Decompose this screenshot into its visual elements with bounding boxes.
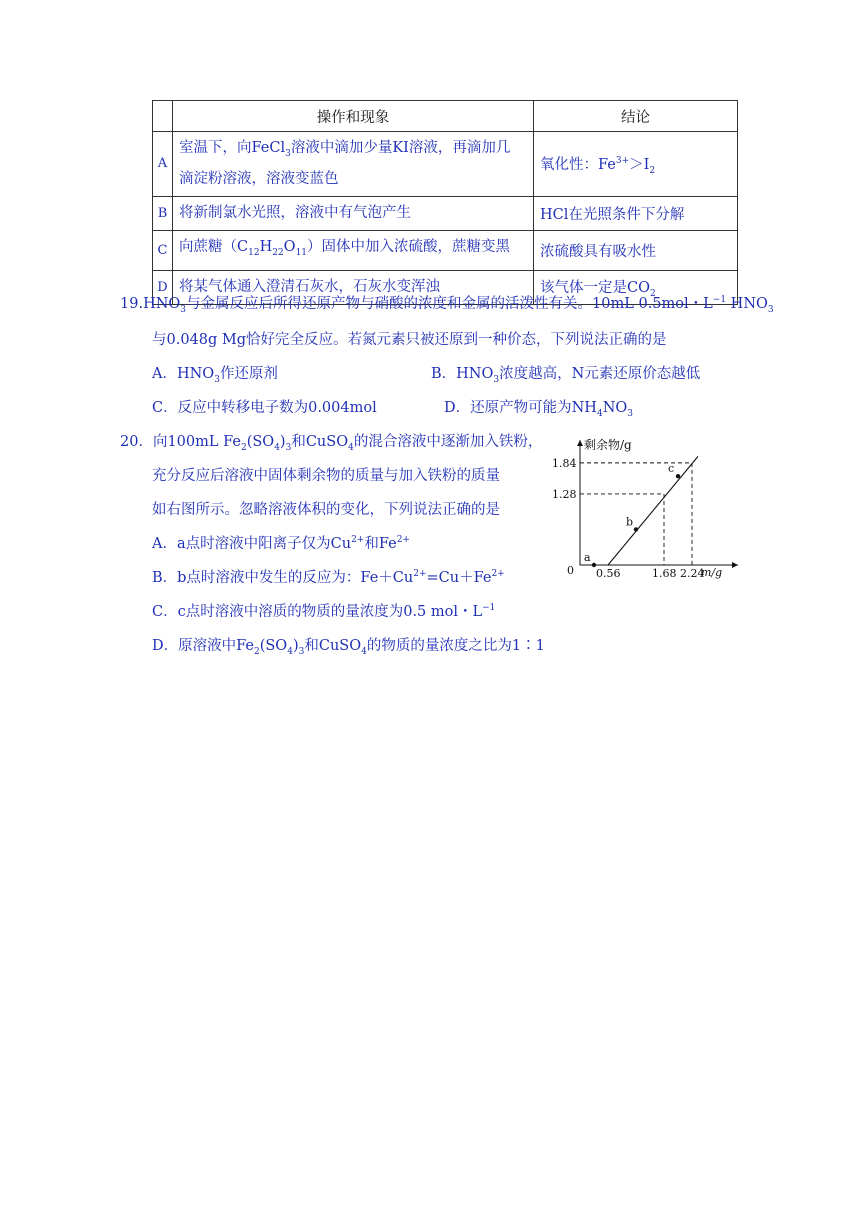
table-row (153, 230, 738, 270)
point-label-a: a (584, 551, 591, 564)
mass-graph (552, 432, 752, 582)
q20-line3: 如右图所示。忽略溶液体积的变化，下列说法正确的是 (152, 502, 500, 518)
q19-line1: $19.HNO_3$与金属反应后所得还原产物与硝酸的浓度和金属的活泼性有关。10mL 0.5mol・$L^{-1}$ $HNO_3$ (120, 295, 774, 315)
row-conclusion: 该气体一定是$CO_2$ (534, 270, 738, 304)
x-tick-label: 2.24 (680, 567, 705, 580)
q19-option-a: A．$HNO_3$作还原剂 (152, 366, 278, 385)
row-label: C (153, 230, 173, 270)
point-c (676, 474, 680, 478)
point-a (592, 563, 596, 567)
row-operation: 室温下，向FeCl$_3$溶液中滴加少量KI溶液，再滴加几 滴淀粉溶液，溶液变蓝色 (173, 132, 534, 197)
y-axis-label: 剩余物/g (584, 438, 632, 452)
x-tick-label: 0.56 (596, 567, 621, 580)
point-label-b: b (626, 515, 634, 529)
table-header-blank (153, 101, 173, 132)
q20-line2: 充分反应后溶液中固体剩余物的质量与加入铁粉的质量 (152, 468, 500, 484)
row-conclusion: HCl在光照条件下分解 (534, 196, 738, 230)
mass-graph-svg (552, 432, 752, 582)
experiment-table (152, 100, 738, 305)
x-tick-label: 1.68 (652, 567, 677, 580)
row-operation: 将新制氯水光照，溶液中有气泡产生 (173, 196, 534, 230)
table-row (153, 132, 738, 197)
table-header-conclusion: 结论 (534, 101, 738, 132)
row-operation: 向蔗糖$(C_{12}H_{22}O_{11})$固体中加入浓硫酸，蔗糖变黑 (173, 230, 534, 270)
q20-option-b: B．b点时溶液中发生的反应为：$Fe+Cu^{2+}=Cu+Fe^{2+}$ (152, 569, 505, 586)
q20-option-c: C．c点时溶液中溶质的物质的量浓度为0.5 mol・$L^{-1}$ (152, 603, 496, 620)
row-label: B (153, 196, 173, 230)
row-label: A (153, 132, 173, 197)
row-conclusion: 氧化性：$Fe^{3+}>I_2$ (534, 132, 738, 197)
q19-option-c: C．反应中转移电子数为0.004mol (152, 400, 377, 416)
q19-option-b: B．$HNO_3$浓度越高，N元素还原价态越低 (431, 366, 701, 385)
row-operation: 将某气体通入澄清石灰水，石灰水变浑浊 (173, 270, 534, 304)
q20-option-d: D．原溶液中$Fe_2(SO_4)_3$和CuSO$_4$的物质的量浓度之比为1∶1 (152, 638, 545, 657)
q20-option-a: A．a点时溶液中阳离子仅为$Cu^{2+}$和$Fe^{2+}$ (152, 535, 410, 552)
q20-line1: 20．向100mL $Fe_2(SO_4)_3$和CuSO$_4$的混合溶液中逐渐加入铁粉， (120, 434, 543, 453)
table-header-operation: 操作和现象 (173, 101, 534, 132)
origin-label: 0 (567, 564, 574, 577)
y-tick-label: 1.84 (552, 456, 577, 470)
table-row (153, 196, 738, 230)
q19-option-d: D．还原产物可能为$NH_4NO_3$ (444, 400, 634, 419)
point-b (634, 527, 638, 531)
x-axis-label: m/g (701, 566, 723, 579)
row-conclusion: 浓硫酸具有吸水性 (534, 230, 738, 270)
y-tick-label: 1.28 (552, 487, 577, 501)
row-label: D (153, 270, 173, 304)
point-label-c: c (668, 462, 675, 476)
q19-line2: 与0.048g Mg恰好完全反应。若氮元素只被还原到一种价态，下列说法正确的是 (152, 332, 667, 348)
series-line (608, 456, 698, 565)
